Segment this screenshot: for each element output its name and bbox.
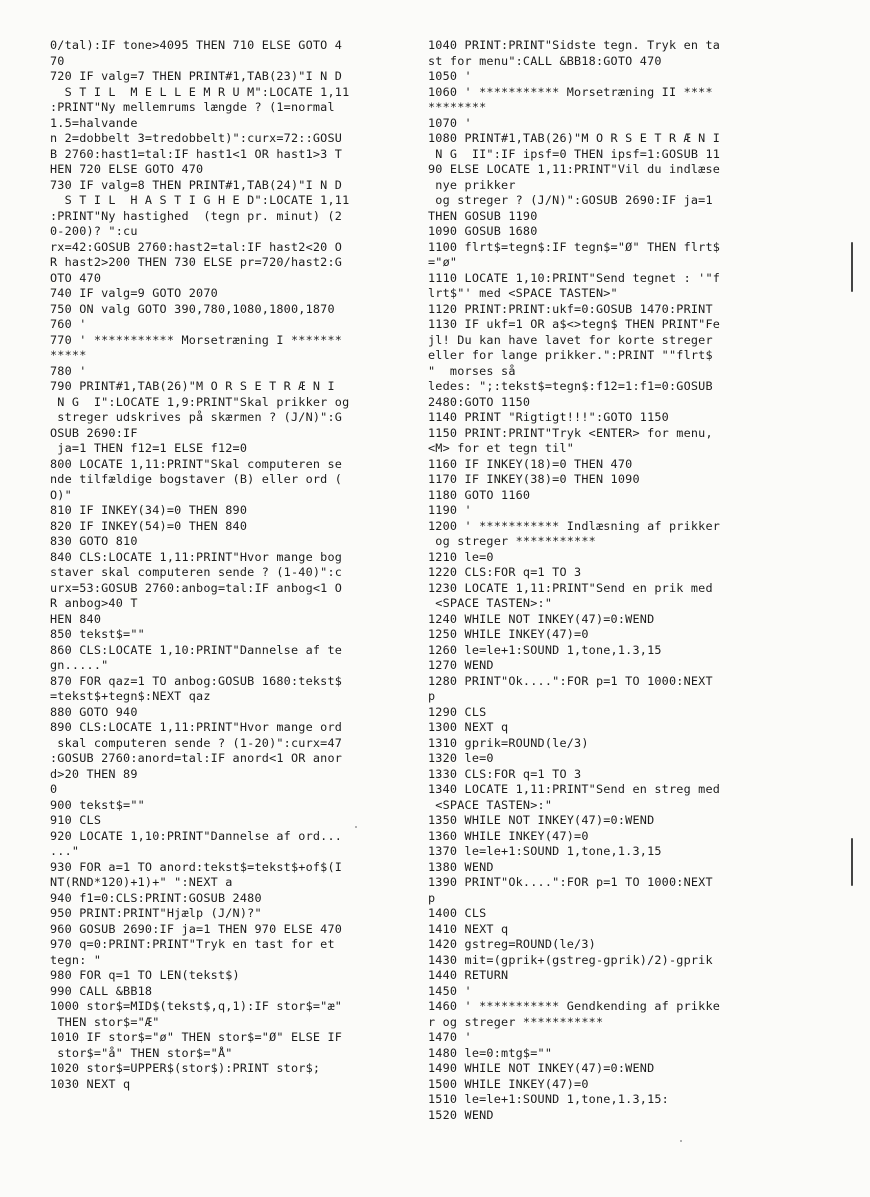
code-line: 830 GOTO 810 [50, 534, 138, 548]
code-line: 1020 stor$=UPPER$(stor$):PRINT stor$; [50, 1061, 321, 1075]
code-line: 1150 PRINT:PRINT"Tryk <ENTER> for menu, [428, 425, 713, 440]
code-line: 810 IF INKEY(34)=0 THEN 890 [50, 503, 248, 517]
code-line: d>20 THEN 89 [50, 766, 138, 781]
code-line: <SPACE TASTEN>:" [428, 797, 553, 812]
code-line: ledes: ";:tekst$=tegn$:f12=1:f1=0:GOSUB [428, 379, 713, 393]
code-line: 1230 LOCATE 1,11:PRINT"Send en prik med [428, 580, 713, 595]
code-line: OTO 470 [50, 270, 102, 285]
code-line: jl! Du kan have lavet for korte streger [428, 332, 713, 347]
code-line: 90 ELSE LOCATE 1,11:PRINT"Vil du indlæse [428, 162, 721, 176]
margin-mark-top [851, 242, 853, 292]
code-line: 1210 le=0 [428, 549, 494, 564]
code-line: staver skal computeren sende ? (1-40)":c [50, 565, 343, 579]
code-line: 1450 ' [428, 983, 472, 998]
left-code-column [50, 38, 428, 1092]
code-line: 1470 ' [428, 1030, 472, 1044]
code-line: 1.5=halvande [50, 115, 138, 130]
code-line: 950 PRINT:PRINT"Hjælp (J/N)?" [50, 906, 262, 920]
code-line: 1140 PRINT "Rigtigt!!!":GOTO 1150 [428, 410, 669, 424]
code-line: 1410 NEXT q [428, 921, 509, 936]
code-line: 740 IF valg=9 GOTO 2070 [50, 286, 218, 300]
code-line: S T I L H A S T I G H E D":LOCATE 1,11 [50, 193, 350, 207]
code-line: 1460 ' *********** Gendkending af prikke [428, 999, 721, 1013]
code-line: 720 IF valg=7 THEN PRINT#1,TAB(23)"I N D [50, 69, 343, 83]
code-line: 780 ' [50, 363, 87, 378]
code-line: ***** [50, 348, 87, 362]
speck [680, 1140, 682, 1142]
code-line: 0/tal):IF tone>4095 THEN 710 ELSE GOTO 4 [50, 38, 343, 52]
code-line: NT(RND*120)+1)+" ":NEXT a [50, 875, 233, 889]
code-line: :GOSUB 2760:anord=tal:IF anord<1 OR anor [50, 751, 343, 765]
code-line: 70 [50, 53, 65, 68]
code-line: 850 tekst$="" [50, 627, 145, 641]
code-line: 1270 WEND [428, 658, 494, 672]
code-line: N G I":LOCATE 1,9:PRINT"Skal prikker og [50, 394, 350, 409]
code-line: gn....." [50, 658, 109, 672]
code-line: 1250 WHILE INKEY(47)=0 [428, 627, 589, 641]
code-line: 860 CLS:LOCATE 1,10:PRINT"Dannelse af te [50, 642, 343, 657]
code-line: 1070 ' [428, 115, 472, 130]
code-line: N G II":IF ipsf=0 THEN ipsf=1:GOSUB 11 [428, 146, 721, 161]
code-line: 960 GOSUB 2690:IF ja=1 THEN 970 ELSE 470 [50, 921, 343, 936]
right-code-column [428, 38, 804, 1123]
code-line: 980 FOR q=1 TO LEN(tekst$) [50, 968, 240, 982]
code-line: 1490 WHILE NOT INKEY(47)=0:WEND [428, 1061, 655, 1075]
code-line: 730 IF valg=8 THEN PRINT#1,TAB(24)"I N D [50, 177, 343, 192]
code-line: :PRINT"Ny mellemrums længde ? (1=normal [50, 100, 335, 114]
code-line: 1090 GOSUB 1680 [428, 224, 538, 238]
code-line: 1380 WEND [428, 859, 494, 874]
code-line: OSUB 2690:IF [50, 425, 138, 440]
code-line: 820 IF INKEY(54)=0 THEN 840 [50, 518, 248, 533]
code-line: THEN GOSUB 1190 [428, 208, 538, 223]
speck [355, 826, 357, 828]
code-line: 1510 le=le+1:SOUND 1,tone,1.3,15: [428, 1092, 669, 1106]
margin-mark-middle [851, 838, 853, 886]
code-line: 880 GOTO 940 [50, 704, 138, 719]
code-line: 790 PRINT#1,TAB(26)"M O R S E T R Æ N I [50, 379, 335, 393]
code-line: 1350 WHILE NOT INKEY(47)=0:WEND [428, 813, 655, 827]
code-line: 1130 IF ukf=1 OR a$<>tegn$ THEN PRINT"Fe [428, 317, 721, 331]
code-line: HEN 720 ELSE GOTO 470 [50, 162, 204, 176]
code-line: 840 CLS:LOCATE 1,11:PRINT"Hvor mange bog [50, 549, 343, 564]
code-line: 970 q=0:PRINT:PRINT"Tryk en tast for et [50, 937, 335, 951]
code-line: og streger *********** [428, 534, 596, 548]
code-line: 930 FOR a=1 TO anord:tekst$=tekst$+of$(I [50, 859, 343, 874]
code-line: 990 CALL &BB18 [50, 983, 153, 998]
code-line: 920 LOCATE 1,10:PRINT"Dannelse af ord... [50, 828, 343, 843]
code-line: 1420 gstreg=ROUND(le/3) [428, 937, 596, 951]
code-line: 1030 NEXT q [50, 1076, 131, 1091]
code-line: nde tilfældige bogstaver (B) eller ord ( [50, 472, 343, 486]
code-line: tegn: " [50, 952, 102, 967]
code-line: r og streger *********** [428, 1014, 604, 1029]
code-line: R hast2>200 THEN 730 ELSE pr=720/hast2:G [50, 255, 343, 269]
code-line: eller for lange prikker.":PRINT ""flrt$ [428, 348, 713, 362]
code-line: 1040 PRINT:PRINT"Sidste tegn. Tryk en ta [428, 38, 721, 52]
code-line: ="ø" [428, 255, 458, 269]
code-line: 1120 PRINT:PRINT:ukf=0:GOSUB 1470:PRINT [428, 301, 713, 316]
code-line: 1180 GOTO 1160 [428, 487, 531, 502]
code-line: 1520 WEND [428, 1107, 494, 1122]
code-line: R anbog>40 T [50, 596, 138, 610]
code-line: skal computeren sende ? (1-20)":curx=47 [50, 735, 343, 750]
code-line: =tekst$+tegn$:NEXT qaz [50, 689, 211, 703]
code-line: 1320 le=0 [428, 751, 494, 765]
code-line: 870 FOR qaz=1 TO anbog:GOSUB 1680:tekst$ [50, 673, 343, 688]
code-line: 1170 IF INKEY(38)=0 THEN 1090 [428, 472, 640, 486]
code-line: THEN stor$="Æ" [50, 1014, 160, 1029]
code-line: 800 LOCATE 1,11:PRINT"Skal computeren se [50, 456, 343, 471]
code-line: 1480 le=0:mtg$="" [428, 1045, 553, 1060]
code-line: 1050 ' [428, 69, 472, 83]
code-line: n 2=dobbelt 3=tredobbelt)":curx=72::GOSU [50, 131, 343, 145]
code-line: :PRINT"Ny hastighed (tegn pr. minut) (2 [50, 208, 343, 223]
code-line: 1160 IF INKEY(18)=0 THEN 470 [428, 456, 633, 471]
code-line: stor$="å" THEN stor$="Å" [50, 1045, 233, 1060]
code-line: urx=53:GOSUB 2760:anbog=tal:IF anbog<1 O [50, 580, 343, 595]
code-line: 2480:GOTO 1150 [428, 394, 531, 409]
code-line: p [428, 689, 436, 703]
code-line: 890 CLS:LOCATE 1,11:PRINT"Hvor mange ord [50, 720, 343, 734]
code-line: p [428, 890, 436, 905]
code-line: 1100 flrt$=tegn$:IF tegn$="Ø" THEN flrt$ [428, 239, 721, 254]
code-line: 1110 LOCATE 1,10:PRINT"Send tegnet : '"f [428, 270, 721, 285]
code-line: ..." [50, 844, 80, 858]
code-line: ja=1 THEN f12=1 ELSE f12=0 [50, 441, 248, 455]
code-line: 770 ' *********** Morsetræning I ******* [50, 332, 343, 347]
code-line: 1220 CLS:FOR q=1 TO 3 [428, 565, 582, 579]
code-line: st for menu":CALL &BB18:GOTO 470 [428, 53, 662, 68]
code-line: lrt$"' med <SPACE TASTEN>" [428, 286, 618, 300]
code-line: og streger ? (J/N)":GOSUB 2690:IF ja=1 [428, 193, 713, 207]
code-line: 1060 ' *********** Morsetræning II **** [428, 84, 713, 99]
code-line: <M> for et tegn til" [428, 441, 575, 455]
code-line: 900 tekst$="" [50, 797, 145, 812]
code-line: 910 CLS [50, 813, 102, 827]
code-line: 1370 le=le+1:SOUND 1,tone,1.3,15 [428, 844, 662, 858]
code-line: 760 ' [50, 317, 87, 331]
code-line: 750 ON valg GOTO 390,780,1080,1800,1870 [50, 301, 335, 316]
code-line: 1300 NEXT q [428, 720, 509, 734]
code-line: 1440 RETURN [428, 968, 509, 982]
code-line: 1310 gprik=ROUND(le/3) [428, 735, 589, 750]
code-line: 1330 CLS:FOR q=1 TO 3 [428, 766, 582, 781]
code-line: ******** [428, 100, 487, 114]
code-line: 0 [50, 782, 58, 796]
code-line: 1240 WHILE NOT INKEY(47)=0:WEND [428, 611, 655, 626]
code-line: 940 f1=0:CLS:PRINT:GOSUB 2480 [50, 890, 262, 905]
code-line: 1500 WHILE INKEY(47)=0 [428, 1076, 589, 1091]
code-line: 1430 mit=(gprik+(gstreg-gprik)/2)-gprik [428, 952, 713, 967]
code-line: HEN 840 [50, 611, 102, 626]
code-line: 1000 stor$=MID$(tekst$,q,1):IF stor$="æ" [50, 999, 343, 1013]
code-line: O)" [50, 487, 72, 502]
code-line: streger udskrives på skærmen ? (J/N)":G [50, 410, 343, 424]
code-line: 1290 CLS [428, 704, 487, 719]
code-line: 1260 le=le+1:SOUND 1,tone,1.3,15 [428, 642, 662, 657]
code-line: 1360 WHILE INKEY(47)=0 [428, 828, 589, 843]
code-line: B 2760:hast1=tal:IF hast1<1 OR hast1>3 T [50, 146, 343, 161]
code-line: 1080 PRINT#1,TAB(26)"M O R S E T R Æ N I [428, 131, 721, 145]
code-line: S T I L M E L L E M R U M":LOCATE 1,11 [50, 84, 350, 99]
code-line: 1340 LOCATE 1,11:PRINT"Send en streg med [428, 782, 721, 796]
code-line: 1010 IF stor$="ø" THEN stor$="Ø" ELSE IF [50, 1030, 343, 1044]
code-line: " morses så [428, 363, 516, 378]
code-line: <SPACE TASTEN>:" [428, 596, 553, 610]
code-line: 1280 PRINT"Ok....":FOR p=1 TO 1000:NEXT [428, 673, 713, 688]
code-line: 1400 CLS [428, 906, 487, 920]
code-line: rx=42:GOSUB 2760:hast2=tal:IF hast2<20 O [50, 239, 343, 254]
code-line: 1390 PRINT"Ok....":FOR p=1 TO 1000:NEXT [428, 875, 713, 889]
code-line: 1190 ' [428, 503, 472, 517]
code-line: 1200 ' *********** Indlæsning af prikker [428, 518, 721, 533]
code-line: 0-200)? ":cu [50, 224, 138, 238]
code-line: nye prikker [428, 177, 516, 192]
